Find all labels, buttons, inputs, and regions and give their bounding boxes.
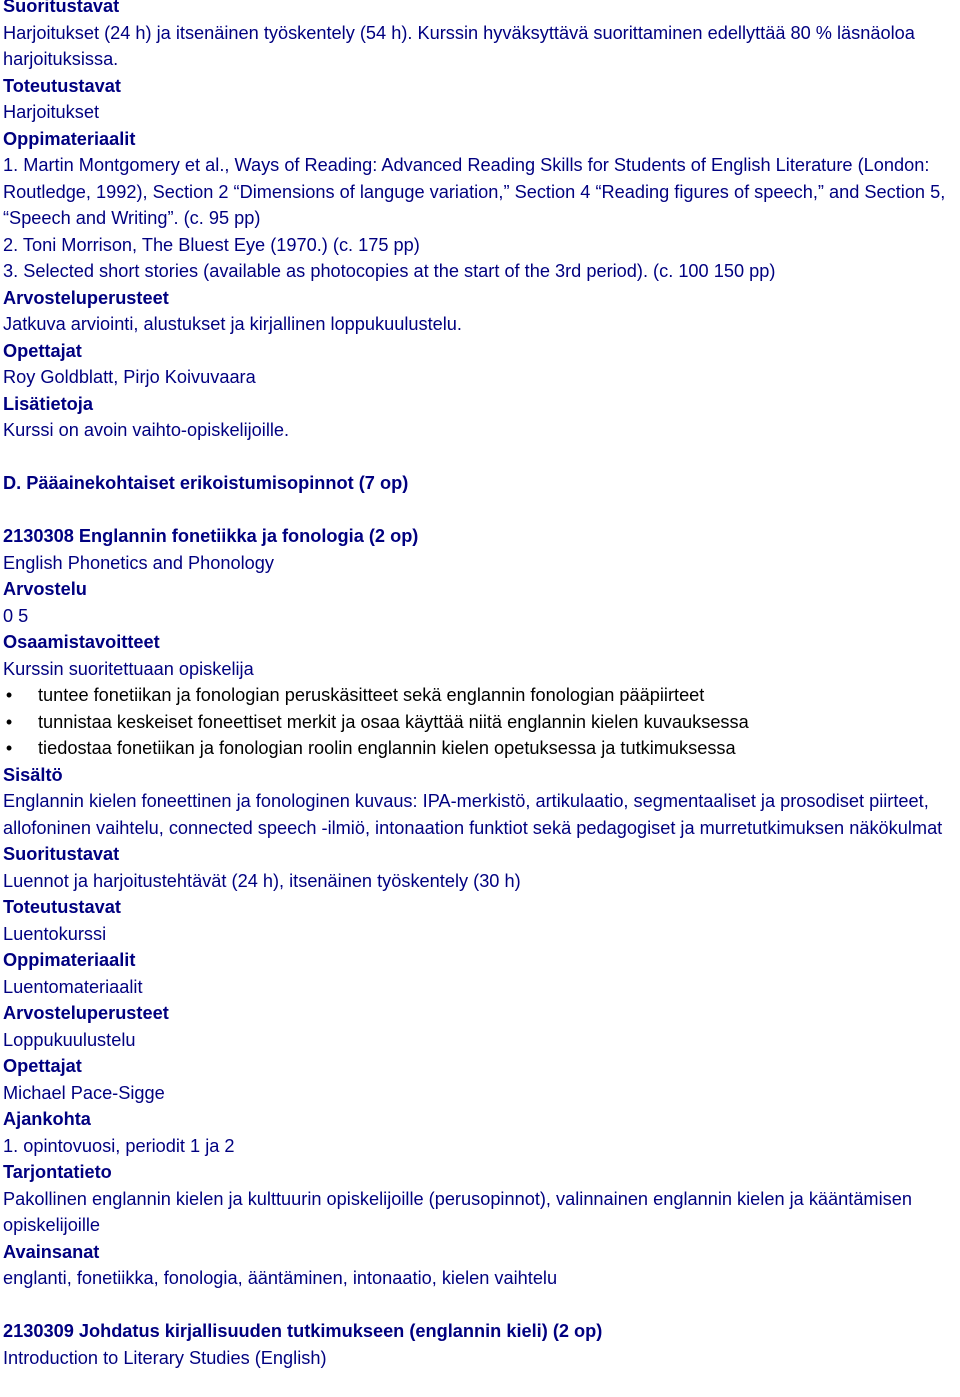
list-item [3,709,958,736]
toteutustavat-text-prev: Harjoitukset [3,102,100,122]
material-item-1: 1. Martin Montgomery et al., Ways of Reading: Advanced Reading Skills for Students of English Literature (London: Routledge, 1992), Section 2 “Dimensions of languge variation,” Section 4 “Reading figures of speech,” and Section 5, “Speech and Writing”. (c. 95 pp) [3,155,946,228]
bullet-icon: • [5,711,13,732]
material-item-2: 2. Toni Morrison, The Bluest Eye (1970.) (c. 175 pp) [3,234,420,255]
ajankohta-heading: Ajankohta [3,1109,91,1129]
course-title-2130309: 2130309 Johdatus kirjallisuuden tutkimukseen (englannin kieli) (2 op) [3,1321,603,1341]
oppimateriaalit-text: Luentomateriaalit [3,976,143,997]
arvostelu-heading: Arvostelu [3,579,87,599]
document-content [3,0,958,1371]
ajankohta-text: 1. opintovuosi, periodit 1 ja 2 [3,1135,235,1156]
toteutustavat-heading: Toteutustavat [3,897,121,917]
opettajat-heading-prev: Opettajat [3,340,82,361]
opettajat-text: Michael Pace-Sigge [3,1082,165,1103]
avainsanat-text: englanti, fonetiikka, fonologia, ääntäminen, intonaatio, kielen vaihtelu [3,1268,558,1288]
opettajat-heading: Opettajat [3,1056,82,1076]
avainsanat-heading: Avainsanat [3,1241,100,1262]
tarjontatieto-heading: Tarjontatieto [3,1162,112,1182]
osaamistavoitteet-list [3,682,958,762]
spacer [3,497,958,524]
course-subtitle-2130308: English Phonetics and Phonology [3,552,274,573]
list-item-text: tiedostaa fonetiikan ja fonologian roolin englannin kielen opetuksessa ja tutkimuksessa [38,738,736,758]
material-item-3: 3. Selected short stories (available as photocopies at the start of the 3rd period). (c. 100 150 pp) [3,261,776,281]
list-item [3,682,958,709]
lisatietoja-text-prev: Kurssi on avoin vaihto-opiskelijoille. [3,420,290,440]
list-item-text: tuntee fonetiikan ja fonologian peruskäsitteet sekä englannin fonologian pääpiirteet [38,685,705,705]
bullet-icon: • [5,738,13,758]
suoritustavat-heading-prev: Suoritustavat [3,0,120,16]
tarjontatieto-text: Pakollinen englannin kielen ja kulttuurin opiskelijoille (perusopinnot), valinnainen englannin kielen ja kääntämisen opiskelijoille [3,1188,912,1235]
lisatietoja-heading-prev: Lisätietoja [3,393,93,414]
sisalto-heading: Sisältö [3,764,63,785]
spacer [3,444,958,471]
opettajat-text-prev: Roy Goldblatt, Pirjo Koivuvaara [3,367,256,387]
arvostelu-text: 0 5 [3,605,29,626]
oppimateriaalit-heading: Oppimateriaalit [3,950,136,970]
osaamistavoitteet-heading: Osaamistavoitteet [3,632,160,652]
list-item-text: tunnistaa keskeiset foneettiset merkit ja osaa käyttää niitä englannin kielen kuvauksessa [38,711,749,732]
list-item [3,735,958,762]
arvosteluperusteet-heading: Arvosteluperusteet [3,1003,169,1023]
oppimateriaalit-heading-prev: Oppimateriaalit [3,128,136,149]
sisalto-text: Englannin kielen foneettinen ja fonologinen kuvaus: IPA-merkistö, artikulaatio, segmentaaliset ja prosodiset piirteet, allofoninen vaihtelu, connected speech -ilmiö, intonaation funktiot sekä pedagogiset ja murretutkimuksen näkökulmat [3,791,943,838]
course-subtitle-2130309: Introduction to Literary Studies (English) [3,1347,327,1368]
arvosteluperusteet-text: Loppukuulustelu [3,1029,136,1050]
section-heading-d: D. Pääainekohtaiset erikoistumisopinnot (7 op) [3,473,409,493]
arvosteluperusteet-heading-prev: Arvosteluperusteet [3,287,169,308]
toteutustavat-text: Luentokurssi [3,923,107,944]
suoritustavat-heading: Suoritustavat [3,844,120,864]
toteutustavat-heading-prev: Toteutustavat [3,75,121,96]
suoritustavat-text: Luennot ja harjoitustehtävät (24 h), itsenäinen työskentely (30 h) [3,870,521,891]
osaamistavoitteet-intro: Kurssin suoritettuaan opiskelija [3,658,254,679]
bullet-icon: • [5,685,13,705]
suoritustavat-text-prev: Harjoitukset (24 h) ja itsenäinen työskentely (54 h). Kurssin hyväksyttävä suorittaminen edellyttää 80 % läsnäoloa harjoituksissa. [3,22,915,69]
course-title-2130308: 2130308 Englannin fonetiikka ja fonologia (2 op) [3,526,419,546]
arvosteluperusteet-text-prev: Jatkuva arviointi, alustukset ja kirjallinen loppukuulustelu. [3,314,462,334]
spacer [3,1292,958,1319]
